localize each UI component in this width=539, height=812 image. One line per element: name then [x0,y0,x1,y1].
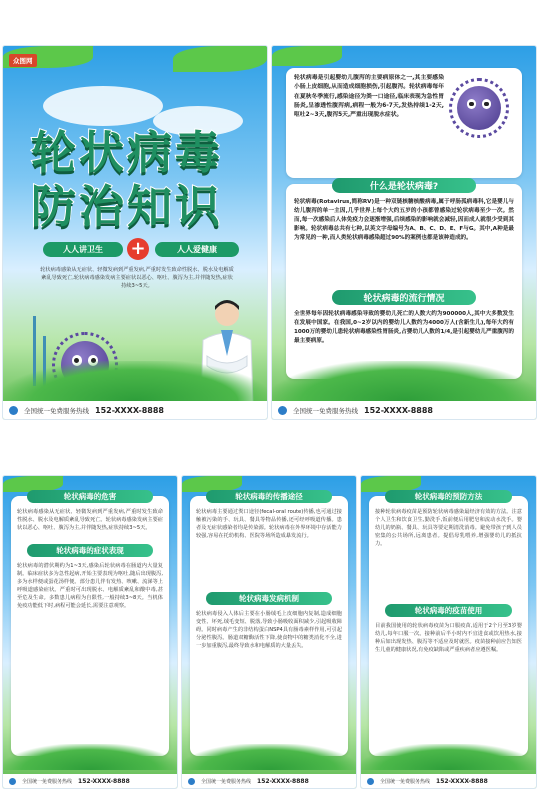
grass-hill-decoration [3,361,267,401]
what-is-text: 轮状病毒(Rotavirus,简称RV)是一种双链核糖核酸病毒,属于呼肠孤病毒科,它是婴儿与幼儿腹泻的单一主因,几乎世界上每个大约五岁的小孩都曾感染过轮状病毒至少一次。然而,每一次感染后人体免疫力会逐渐增强,后续感染的影响就会减轻,因而成人就很少受到其影响。轮状病毒总共有七种,以英文字母编号为A、B、C、D、E、F与G。其中,A种是最为常见的一种,而人类轮状病毒感染超过90%的案例也都是该种造成的。 [294,199,514,241]
prevention-text: 接种轮状病毒疫苗是预防轮状病毒感染最经济有效的方法。注意个人卫生和饮食卫生,勤洗手,饭前便后用肥皂和流动水洗手。婴幼儿的奶瓶、餐具、玩具等要定期清洗消毒。避免带孩子到人员密集的公共场所,远离患者。提倡母乳喂养,增强婴幼儿的抵抗力。 [375,509,522,548]
hotline-number: 152-XXXX-8888 [257,777,309,785]
poster-cover [3,46,267,419]
hotline-footer [182,774,356,788]
grass-hill-decoration [272,361,536,401]
poster-title-line2: 防治知识 [31,180,224,233]
section-header-prevention: 轮状病毒的预防方法 [385,490,512,503]
hotline-footer [3,401,267,419]
hotline-number: 152-XXXX-8888 [364,405,433,415]
grass-hill-decoration [182,744,356,770]
hotline-label: 全国统一免费服务热线 [201,778,252,785]
hotline-label: 全国统一免费服务热线 [24,406,89,415]
hotline-number: 152-XXXX-8888 [95,405,164,415]
grass-hill-decoration [3,744,177,770]
hotline-label: 全国统一免费服务热线 [293,406,358,415]
harm-text: 轮状病毒感染从无症状、轻微发病到严重发病,严重时发生致命性脱水、脱水及电解质紊乱导致死亡。轮状病毒感染发病主要症状以恶心、呕吐、腹泻为主,并伴随发热,症状持续3~5天。 [17,509,163,532]
phone-icon [188,778,195,785]
section-header-harm: 轮状病毒的危害 [27,490,153,503]
section-header-symptoms: 轮状病毒的症状表现 [27,544,153,557]
section-header-mechanism: 轮状病毒发病机制 [206,592,332,605]
hotline-number: 152-XXXX-8888 [436,777,488,785]
vaccine-text: 目前我国使用的轮状病毒疫苗为口服疫苗,适用于2个月至3岁婴幼儿,每年口服一次。接种前后半小时内不宜进食或饮用热水,接种后如出现发热、腹泻等不适应及时就医。疫苗接种前应告知医生儿童的健康状况,有免疫缺陷或严重疾病者应遵医嘱。 [375,623,522,654]
intro-text: 轮状病毒是引起婴幼儿腹泻的主要病原体之一,其主要感染小肠上皮细胞,从而造成细胞损伤,引起腹泻。轮状病毒每年在夏秋冬季流行,感染途径为粪一口途径,临床表现为急性胃肠炎,呈渗透性腹泻病,病程一般为6-7天,发热持续1-2天,呕吐2~3天,腹泻5天,严重出现脱水症状。 [294,75,444,119]
hotline-label: 全国统一免费服务热线 [380,778,431,785]
poster-prevention [361,476,536,788]
grass-hill-decoration [361,744,536,770]
phone-icon [367,778,374,785]
leaf-decoration [272,46,342,66]
hotline-footer [272,401,536,419]
phone-icon [9,406,18,415]
symptoms-text: 轮状病毒的潜伏期约为1~3天,感染后轮状病毒在肠道内大量复制。临床症状多为急性起病,开始主要表现为呕吐,随后出现腹泻,多为水样便或蛋花汤样便。部分患儿伴有发热、咳嗽、流涕等上呼吸道感染症状。严重时可出现脱水、电解质紊乱和酸中毒,甚至危及生命。多数患儿病程为自限性,一般持续3~8天。当机体免疫功能低下时,病程可能会延长,需要注意观察。 [17,563,163,610]
poster-title-line1: 轮状病毒 [31,126,224,179]
virus-mascot-icon [457,86,501,130]
poster-harm [3,476,177,788]
hotline-footer [361,774,536,788]
epidemic-text: 全世界每年因轮状病毒感染导致的婴幼儿死亡的人数大约为900000人,其中大多数发生在发展中国家。在我国,0~2岁以内的婴幼儿人数约为4000万人(含新生儿),每年大约有1000万的婴幼儿患轮状病毒感染性胃肠炎,占婴幼儿人数的1/4,是引起婴幼儿严重腹泻的最主要病原。 [294,311,514,344]
section-header-epidemic: 轮状病毒的流行情况 [332,290,476,305]
section-header-transmission: 轮状病毒的传播途径 [206,490,332,503]
poster-transmission [182,476,356,788]
mechanism-text: 轮状病毒侵入人体后主要在小肠绒毛上皮细胞内复制,造成细胞变性、坏死,绒毛变短、脱落,导致小肠吸收面积减少,引起吸收障碍。同时病毒产生的非结构蛋白NSP4具有肠毒素样作用,可引起分泌性腹泻。肠道双糖酶活性下降,使食物中的糖类消化不全,进一步加重腹泻,最终导致水和电解质的大量丢失。 [196,611,342,650]
slogan-right: 人人爱健康 [155,242,239,257]
hotline-label: 全国统一免费服务热线 [22,778,73,785]
hotline-number: 152-XXXX-8888 [78,777,130,785]
transmission-text: 轮状病毒主要通过粪口途径(fecal-oral route)传播,也可通过接触被污染的手、玩具、餐具等物品传播,还可经呼吸道传播。患者及无症状感染者均是传染源。轮状病毒在外界环境中存活能力较强,容易在托幼机构、医院等场所造成暴发流行。 [196,509,342,540]
slogan-left: 人人讲卫生 [43,242,123,257]
hotline-footer [3,774,177,788]
section-header-what-is: 什么是轮状病毒? [332,178,476,193]
section-header-vaccine: 轮状病毒的疫苗使用 [385,604,512,617]
phone-icon [278,406,287,415]
leaf-decoration [173,46,267,72]
poster-info-main [272,46,536,419]
brand-logo: 众图网 [9,54,37,67]
cover-intro-text: 轮状病毒感染从无症状、轻微发病到严重发病,严重时发生致命性脱水、脱水及电解质紊乱导致死亡,轮状病毒感染发病主要症状以恶心、呕吐、腹泻为主,并伴随发热,症状持续3~5天。 [40,267,234,290]
red-cross-icon: + [127,238,149,260]
phone-icon [9,778,16,785]
